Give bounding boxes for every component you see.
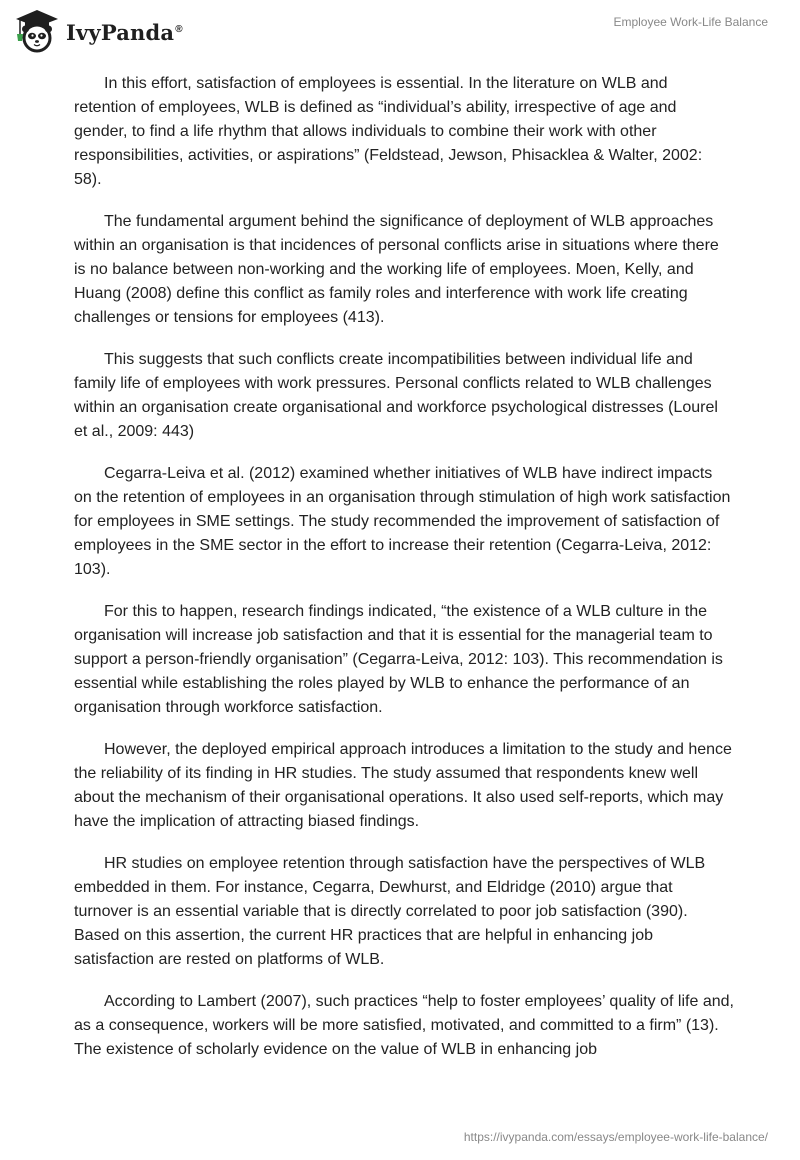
paragraph: In this effort, satisfaction of employees is essential. In the literature on WLB and retention of employees, WLB is defined as “individual’s ability, irrespective of age and gender, to find a life rhythm that allows individuals to combine their work with other responsibilities, activities, or aspirations” (Feldstead, Jewson, Phisacklea & Walter, 2002: 58).	[74, 75, 703, 188]
brand-logo[interactable]	[14, 8, 183, 54]
panda-graduate-logo-icon	[14, 8, 60, 54]
paragraph: However, the deployed empirical approach introduces a limitation to the study and hence the reliability of its finding in HR studies. The study assumed that respondents knew well about the mechanism of their organisational operations. It also used self-reports, which may have the implication of attracting biased findings.	[74, 741, 732, 830]
brand-name: IvyPanda®	[66, 19, 183, 45]
paragraph: The fundamental argument behind the significance of deployment of WLB approaches within an organisation is that incidences of personal conflicts arise in situations where there is no balance between non-working and the working life of employees. Moen, Kelly, and Huang (2008) define this conflict as family roles and interference with work life creating challenges or tensions for employees (413).	[74, 213, 719, 326]
paragraph: HR studies on employee retention through satisfaction have the perspectives of WLB embedded in them. For instance, Cegarra, Dewhurst, and Eldridge (2010) argue that turnover is an essential variable that is directly correlated to poor job satisfaction (390). Based on this assertion, the current HR practices that are helpful in enhancing job satisfaction are rested on platforms of WLB.	[74, 855, 706, 968]
page-header	[0, 0, 800, 60]
document-title: Employee Work-Life Balance	[613, 15, 768, 29]
essay-body	[74, 72, 734, 1080]
paragraph: According to Lambert (2007), such practices “help to foster employees’ quality of life and, as a consequence, workers will be more satisfied, motivated, and committed to a firm” (13). The existence of scholarly evidence on the value of WLB in enhancing job	[74, 993, 734, 1058]
source-url[interactable]: https://ivypanda.com/essays/employee-work-life-balance/	[463, 1130, 768, 1144]
paragraph: For this to happen, research findings indicated, “the existence of a WLB culture in the organisation will increase job satisfaction and that it is essential for the managerial team to support a person-friendly organisation” (Cegarra-Leiva, 2012: 103). This recommendation is essential while establishing the roles played by WLB to enhance the performance of an organisation through workforce satisfaction.	[74, 603, 723, 716]
paragraph: This suggests that such conflicts create incompatibilities between individual life and family life of employees with work pressures. Personal conflicts related to WLB challenges within an organisation create organisational and workforce psychological distresses (Lourel et al., 2009: 443)	[74, 351, 718, 440]
paragraph: Cegarra-Leiva et al. (2012) examined whether initiatives of WLB have indirect impacts on the retention of employees in an organisation through stimulation of high work satisfaction for employees in SME settings. The study recommended the improvement of satisfaction of employees in the SME sector in the effort to increase their retention (Cegarra-Leiva, 2012: 103).	[74, 465, 731, 578]
